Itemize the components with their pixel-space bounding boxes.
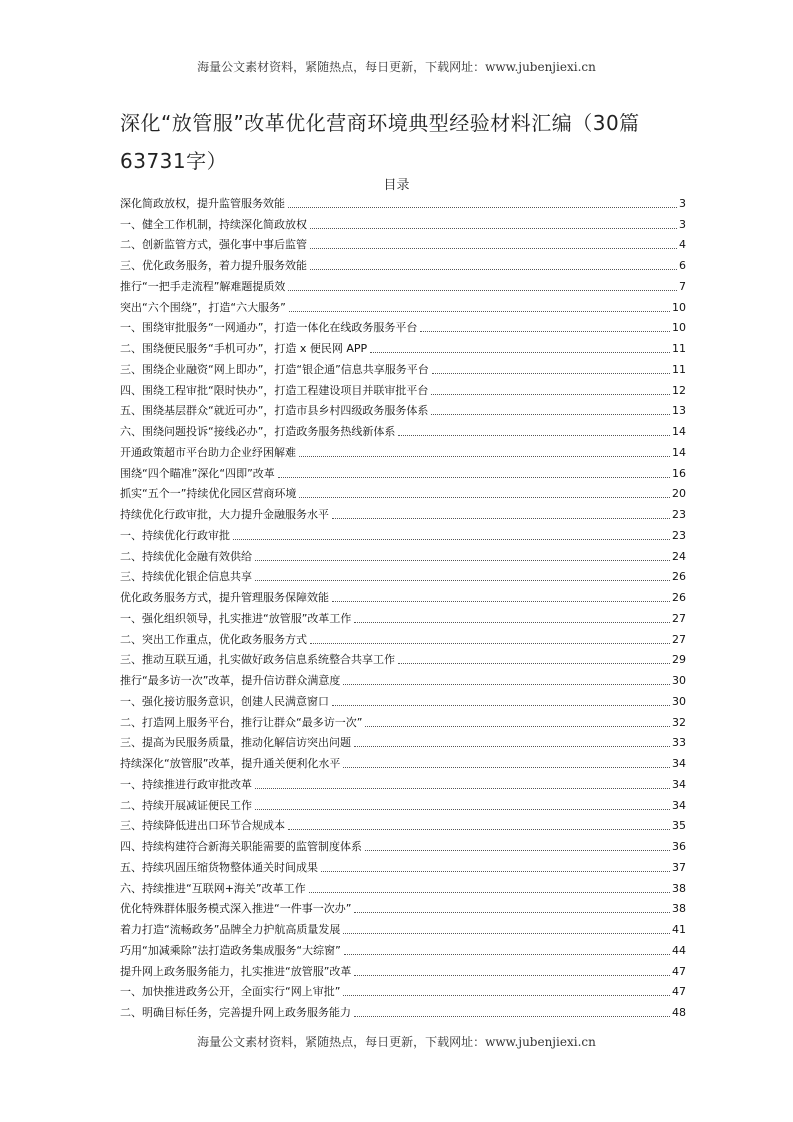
- toc-leader-dots: [398, 663, 670, 664]
- toc-leader-dots: [288, 829, 670, 830]
- toc-entry[interactable]: [120, 484, 686, 505]
- toc-leader-dots: [431, 414, 670, 415]
- toc-leader-dots: [288, 290, 677, 291]
- toc-leader-dots: [343, 933, 670, 934]
- toc-entry-title: 五、持续巩固压缩货物整体通关时间成果: [120, 860, 318, 874]
- page-footer: 海量公文素材资料，紧随热点，每日更新，下载网址：www.jubenjiexi.cn: [197, 1035, 596, 1049]
- toc-entry-title: 一、持续推进行政审批改革: [120, 777, 252, 791]
- toc-entry-title: 深化简政放权，提升监管服务效能: [120, 196, 285, 210]
- toc-entry[interactable]: [120, 193, 686, 214]
- toc-entry[interactable]: [120, 338, 686, 359]
- toc-entry-page: 26: [672, 570, 686, 584]
- toc-entry-title: 突出“六个围绕”，打造“六大服务”: [120, 300, 286, 314]
- toc-entry[interactable]: [120, 629, 686, 650]
- toc-leader-dots: [289, 311, 670, 312]
- toc-entry-page: 11: [672, 342, 686, 355]
- toc-entry[interactable]: [120, 525, 686, 546]
- toc-entry-page: 7: [679, 279, 686, 293]
- toc-entry[interactable]: [120, 878, 686, 899]
- toc-entry-title: 巧用“加减乘除”法打造政务集成服务“大综窗”: [120, 943, 341, 957]
- toc-entry[interactable]: [120, 463, 686, 484]
- toc-entry-page: 32: [672, 715, 686, 729]
- toc-entry-page: 30: [672, 694, 686, 708]
- toc-entry-page: 4: [679, 238, 686, 252]
- toc-leader-dots: [332, 518, 670, 519]
- toc-leader-dots: [255, 580, 670, 581]
- toc-entry[interactable]: [120, 546, 686, 567]
- toc-entry[interactable]: [120, 816, 686, 837]
- toc-leader-dots: [321, 871, 670, 872]
- toc-entry[interactable]: [120, 733, 686, 754]
- toc-entry-title: 五、围绕基层群众“就近可办”，打造市县乡村四级政务服务体系: [120, 404, 429, 418]
- toc-leader-dots: [288, 207, 677, 208]
- toc-leader-dots: [354, 1016, 670, 1017]
- toc-entry-title: 二、围绕便民服务“手机可办”，打造 x 便民网 APP: [120, 342, 368, 355]
- toc-leader-dots: [332, 705, 670, 706]
- toc-entry-title: 三、推动互联互通，扎实做好政务信息系统整合共享工作: [120, 653, 395, 667]
- toc-entry[interactable]: [120, 318, 686, 339]
- toc-entry[interactable]: [120, 857, 686, 878]
- toc-entry[interactable]: [120, 359, 686, 380]
- toc-entry-title: 围绕“四个瞄准”深化“四即”改革: [120, 466, 275, 480]
- toc-entry-title: 四、持续构建符合新海关职能需要的监管制度体系: [120, 840, 362, 853]
- toc-leader-dots: [398, 435, 670, 436]
- toc-entry-title: 六、围绕问题投诉“接线必办”，打造政务服务热线新体系: [120, 425, 396, 438]
- toc-entry-page: 11: [672, 362, 686, 376]
- toc-entry-page: 47: [672, 985, 686, 999]
- toc-entry-page: 20: [672, 487, 686, 501]
- toc-entry-page: 12: [672, 383, 686, 397]
- toc-entry-title: 持续深化“放管服”改革，提升通关便利化水平: [120, 757, 341, 770]
- toc-entry-title: 优化特殊群体服务模式深入推进“一件事一次办”: [120, 902, 352, 916]
- toc-entry[interactable]: [120, 774, 686, 795]
- toc-entry-title: 六、持续推进“互联网+海关”改革工作: [120, 881, 306, 895]
- toc-heading: 目录: [383, 178, 410, 193]
- toc-entry-title: 一、持续优化行政审批: [120, 528, 230, 542]
- toc-entry-title: 二、创新监管方式，强化事中事后监管: [120, 238, 307, 252]
- toc-entry-page: 3: [679, 196, 686, 210]
- toc-leader-dots: [299, 497, 670, 498]
- toc-entry[interactable]: [120, 297, 686, 318]
- toc-entry-page: 33: [672, 736, 686, 750]
- toc-entry-page: 27: [672, 632, 686, 646]
- toc-leader-dots: [343, 995, 670, 996]
- toc-entry[interactable]: [120, 961, 686, 982]
- toc-leader-dots: [255, 809, 670, 810]
- toc-entry-title: 推行“一把手走流程”解难题提质效: [120, 279, 286, 293]
- toc-entry[interactable]: [120, 899, 686, 920]
- toc-entry-title: 三、优化政务服务，着力提升服务效能: [120, 259, 307, 272]
- toc-leader-dots: [343, 684, 670, 685]
- toc-entry[interactable]: [120, 504, 686, 525]
- toc-leader-dots: [233, 539, 670, 540]
- toc-entry-title: 一、强化组织领导，扎实推进“放管服”改革工作: [120, 611, 352, 625]
- toc-entry-title: 一、强化接访服务意识，创建人民满意窗口: [120, 694, 329, 708]
- toc-entry[interactable]: [120, 712, 686, 733]
- toc-leader-dots: [310, 228, 677, 229]
- toc-entry-page: 47: [672, 964, 686, 978]
- toc-entry[interactable]: [120, 836, 686, 857]
- toc-entry-title: 二、突出工作重点，优化政务服务方式: [120, 632, 307, 646]
- toc-entry-title: 三、持续降低进出口环节合规成本: [120, 819, 285, 833]
- toc-entry[interactable]: [120, 567, 686, 588]
- toc-entry-page: 3: [679, 217, 686, 231]
- toc-leader-dots: [332, 601, 670, 602]
- toc-entry-title: 着力打造“流畅政务”品牌全力护航高质量发展: [120, 923, 341, 936]
- toc-leader-dots: [354, 975, 670, 976]
- toc-leader-dots: [365, 850, 670, 851]
- toc-entry[interactable]: [120, 982, 686, 1003]
- toc-entry-page: 38: [672, 902, 686, 916]
- toc-entry[interactable]: [120, 421, 686, 442]
- toc-entry-page: 44: [672, 943, 686, 957]
- toc-entry[interactable]: [120, 380, 686, 401]
- toc-entry-title: 二、持续优化金融有效供给: [120, 549, 252, 563]
- toc-entry-page: 24: [672, 549, 686, 563]
- toc-leader-dots: [365, 726, 670, 727]
- toc-entry[interactable]: [120, 587, 686, 608]
- toc-entry-title: 二、打造网上服务平台，推行让群众“最多访一次”: [120, 715, 363, 729]
- toc-leader-dots: [343, 767, 670, 768]
- toc-entry[interactable]: [120, 650, 686, 671]
- toc-entry[interactable]: [120, 670, 686, 691]
- toc-entry-title: 三、围绕企业融资“网上即办”，打造“银企通”信息共享服务平台: [120, 362, 429, 376]
- toc-leader-dots: [354, 746, 670, 747]
- toc-leader-dots: [420, 331, 670, 332]
- toc-entry-title: 抓实“五个一”持续优化园区营商环境: [120, 487, 297, 501]
- toc-leader-dots: [299, 456, 670, 457]
- toc-leader-dots: [278, 477, 670, 478]
- page-header: 海量公文素材资料，紧随热点，每日更新，下载网址：www.jubenjiexi.cn: [197, 60, 596, 74]
- toc-entry[interactable]: [120, 1002, 686, 1023]
- toc-entry-page: 34: [672, 777, 686, 791]
- toc-entry-title: 三、持续优化银企信息共享: [120, 570, 252, 584]
- toc-entry-page: 14: [672, 445, 686, 459]
- toc-entry[interactable]: [120, 442, 686, 463]
- toc-leader-dots: [431, 394, 670, 395]
- toc-entry-page: 23: [672, 528, 686, 542]
- toc-entry[interactable]: [120, 608, 686, 629]
- toc-entry-page: 34: [672, 757, 686, 770]
- toc-entry-page: 6: [679, 259, 686, 272]
- toc-entry-page: 14: [672, 425, 686, 438]
- toc-leader-dots: [255, 560, 670, 561]
- toc-entry-title: 开通政策超市平台助力企业纾困解难: [120, 445, 296, 459]
- toc-entry-page: 48: [672, 1006, 686, 1019]
- toc-entry[interactable]: [120, 753, 686, 774]
- toc-entry-page: 36: [672, 840, 686, 853]
- toc-leader-dots: [354, 912, 670, 913]
- toc-entry[interactable]: [120, 940, 686, 961]
- toc-entry-page: 13: [672, 404, 686, 418]
- toc-entry-page: 41: [672, 923, 686, 936]
- toc-leader-dots: [370, 352, 670, 353]
- toc-leader-dots: [344, 954, 670, 955]
- toc-entry[interactable]: [120, 691, 686, 712]
- toc-entry-page: 34: [672, 798, 686, 812]
- toc-entry-page: 10: [672, 300, 686, 314]
- toc-entry-page: 37: [672, 860, 686, 874]
- toc-entry-title: 一、加快推进政务公开，全面实行“网上审批”: [120, 985, 341, 999]
- toc-entry-page: 38: [672, 881, 686, 895]
- toc-entry[interactable]: [120, 255, 686, 276]
- toc-entry-title: 持续优化行政审批，大力提升金融服务水平: [120, 508, 329, 521]
- toc-entry-title: 二、持续开展减证便民工作: [120, 798, 252, 812]
- toc-entry-title: 优化政务服务方式，提升管理服务保障效能: [120, 591, 329, 604]
- toc-entry[interactable]: [120, 795, 686, 816]
- toc-leader-dots: [255, 788, 670, 789]
- toc-leader-dots: [354, 622, 670, 623]
- toc-leader-dots: [310, 248, 677, 249]
- toc-entry-page: 35: [672, 819, 686, 833]
- toc-entry-page: 16: [672, 466, 686, 480]
- toc-entry-title: 推行“最多访一次”改革，提升信访群众满意度: [120, 674, 341, 687]
- toc-leader-dots: [310, 643, 670, 644]
- toc-leader-dots: [432, 373, 670, 374]
- toc-entry-title: 一、围绕审批服务“一网通办”，打造一体化在线政务服务平台: [120, 321, 418, 335]
- toc-entry-title: 二、明确目标任务，完善提升网上政务服务能力: [120, 1006, 351, 1019]
- toc-entry-page: 10: [672, 321, 686, 335]
- toc-entry-title: 提升网上政务服务能力，扎实推进“放管服”改革: [120, 964, 352, 978]
- toc-entry-page: 29: [672, 653, 686, 667]
- toc-entry-title: 四、围绕工程审批“限时快办”，打造工程建设项目并联审批平台: [120, 383, 429, 397]
- table-of-contents: [120, 193, 686, 1023]
- toc-leader-dots: [309, 892, 670, 893]
- toc-entry[interactable]: [120, 919, 686, 940]
- toc-entry-page: 27: [672, 611, 686, 625]
- toc-entry[interactable]: [120, 235, 686, 256]
- toc-entry-page: 26: [672, 591, 686, 604]
- toc-entry-title: 三、提高为民服务质量，推动化解信访突出问题: [120, 736, 351, 750]
- toc-entry-title: 一、健全工作机制，持续深化简政放权: [120, 217, 307, 231]
- toc-entry-page: 23: [672, 508, 686, 521]
- document-title: 深化“放管服”改革优化营商环境典型经验材料汇编（30篇63731字）: [120, 111, 640, 173]
- toc-entry[interactable]: [120, 276, 686, 297]
- toc-entry[interactable]: [120, 401, 686, 422]
- toc-leader-dots: [310, 269, 677, 270]
- toc-entry[interactable]: [120, 214, 686, 235]
- toc-entry-page: 30: [672, 674, 686, 687]
